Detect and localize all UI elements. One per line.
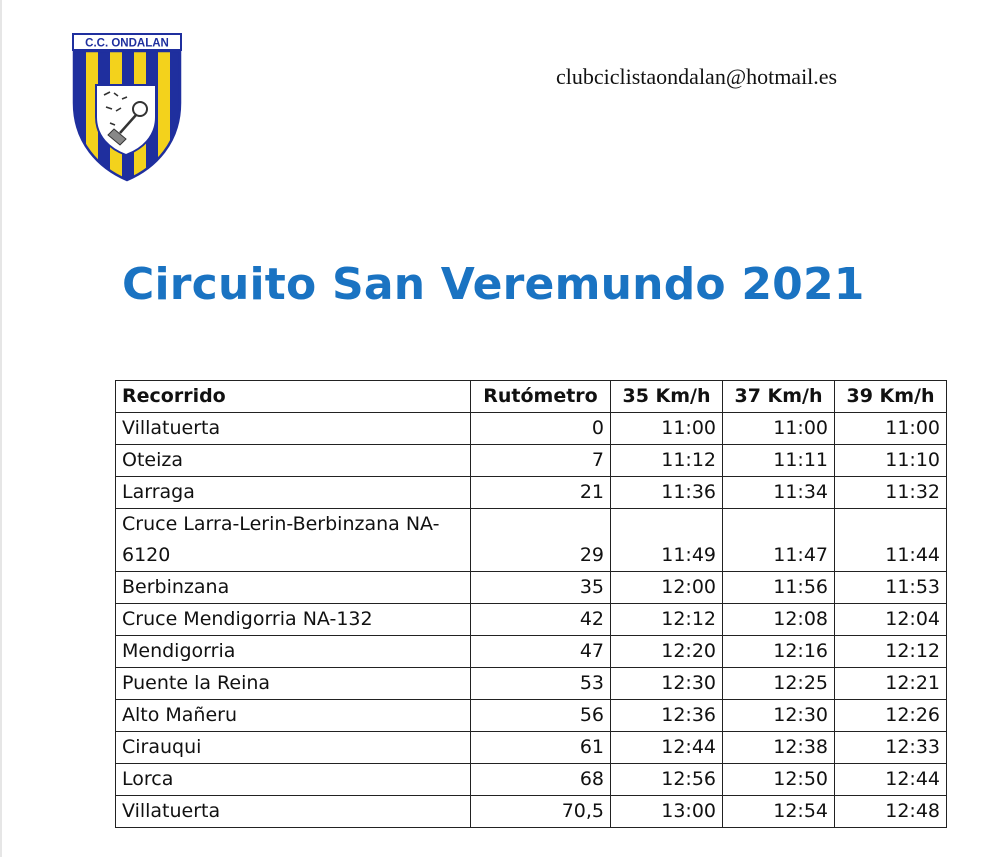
table-row (116, 700, 947, 732)
cell-place: Cirauqui (116, 732, 471, 764)
cell-time-39: 11:44 (835, 509, 947, 572)
cell-time-37: 11:34 (723, 477, 835, 509)
column-header-37kmh: 37 Km/h (723, 381, 835, 413)
table-header-row (116, 381, 947, 413)
cell-time-37: 11:47 (723, 509, 835, 572)
cell-time-35: 13:00 (611, 796, 723, 828)
cell-place: Larraga (116, 477, 471, 509)
cell-place: Alto Mañeru (116, 700, 471, 732)
table-row (116, 477, 947, 509)
cell-time-39: 11:10 (835, 445, 947, 477)
column-header-35kmh: 35 Km/h (611, 381, 723, 413)
cell-time-35: 11:36 (611, 477, 723, 509)
table-row (116, 413, 947, 445)
cell-time-35: 11:00 (611, 413, 723, 445)
cell-time-35: 12:20 (611, 636, 723, 668)
cell-km: 68 (471, 764, 611, 796)
cell-time-39: 11:32 (835, 477, 947, 509)
cell-time-37: 12:54 (723, 796, 835, 828)
page-edge (0, 0, 2, 857)
logo-text: C.C. ONDALAN (85, 37, 169, 50)
cell-km: 61 (471, 732, 611, 764)
cell-place: Villatuerta (116, 796, 471, 828)
cell-km: 0 (471, 413, 611, 445)
table-row (116, 604, 947, 636)
cell-time-37: 11:56 (723, 572, 835, 604)
table-row (116, 509, 947, 572)
cell-place: Mendigorria (116, 636, 471, 668)
cell-time-39: 12:33 (835, 732, 947, 764)
cell-time-39: 12:04 (835, 604, 947, 636)
cell-time-39: 12:21 (835, 668, 947, 700)
cell-time-35: 11:12 (611, 445, 723, 477)
column-header-rutometro: Rutómetro (471, 381, 611, 413)
cell-time-35: 12:36 (611, 700, 723, 732)
cell-place: Cruce Larra-Lerin-Berbinzana NA-6120 (116, 509, 471, 572)
route-table (115, 380, 947, 828)
cell-time-35: 11:49 (611, 509, 723, 572)
cell-place: Puente la Reina (116, 668, 471, 700)
column-header-39kmh: 39 Km/h (835, 381, 947, 413)
table-row (116, 764, 947, 796)
cell-km: 56 (471, 700, 611, 732)
cell-place: Berbinzana (116, 572, 471, 604)
cell-time-35: 12:56 (611, 764, 723, 796)
cell-km: 7 (471, 445, 611, 477)
cell-place: Lorca (116, 764, 471, 796)
cell-time-39: 11:53 (835, 572, 947, 604)
cell-time-37: 12:38 (723, 732, 835, 764)
cell-time-37: 12:50 (723, 764, 835, 796)
cell-km: 70,5 (471, 796, 611, 828)
cell-km: 35 (471, 572, 611, 604)
cell-km: 29 (471, 509, 611, 572)
table-row (116, 636, 947, 668)
club-logo (70, 33, 184, 183)
column-header-recorrido: Recorrido (116, 381, 471, 413)
cell-time-39: 12:48 (835, 796, 947, 828)
cell-time-39: 11:00 (835, 413, 947, 445)
cell-km: 21 (471, 477, 611, 509)
cell-time-39: 12:26 (835, 700, 947, 732)
cell-km: 47 (471, 636, 611, 668)
cell-time-39: 12:12 (835, 636, 947, 668)
cell-place: Villatuerta (116, 413, 471, 445)
cell-time-35: 12:44 (611, 732, 723, 764)
contact-email: clubciclistaondalan@hotmail.es (556, 64, 838, 89)
cell-time-37: 12:16 (723, 636, 835, 668)
cell-time-37: 12:08 (723, 604, 835, 636)
cell-time-37: 11:00 (723, 413, 835, 445)
cell-km: 42 (471, 604, 611, 636)
cell-time-35: 12:30 (611, 668, 723, 700)
table-row (116, 668, 947, 700)
cell-time-37: 11:11 (723, 445, 835, 477)
page-title: Circuito San Veremundo 2021 (122, 259, 865, 310)
cell-place: Oteiza (116, 445, 471, 477)
cell-place: Cruce Mendigorria NA-132 (116, 604, 471, 636)
table-row (116, 732, 947, 764)
cell-time-37: 12:30 (723, 700, 835, 732)
cell-km: 53 (471, 668, 611, 700)
cell-time-37: 12:25 (723, 668, 835, 700)
cell-time-35: 12:12 (611, 604, 723, 636)
cell-time-39: 12:44 (835, 764, 947, 796)
cell-time-35: 12:00 (611, 572, 723, 604)
table-row (116, 796, 947, 828)
table-row (116, 445, 947, 477)
table-row (116, 572, 947, 604)
